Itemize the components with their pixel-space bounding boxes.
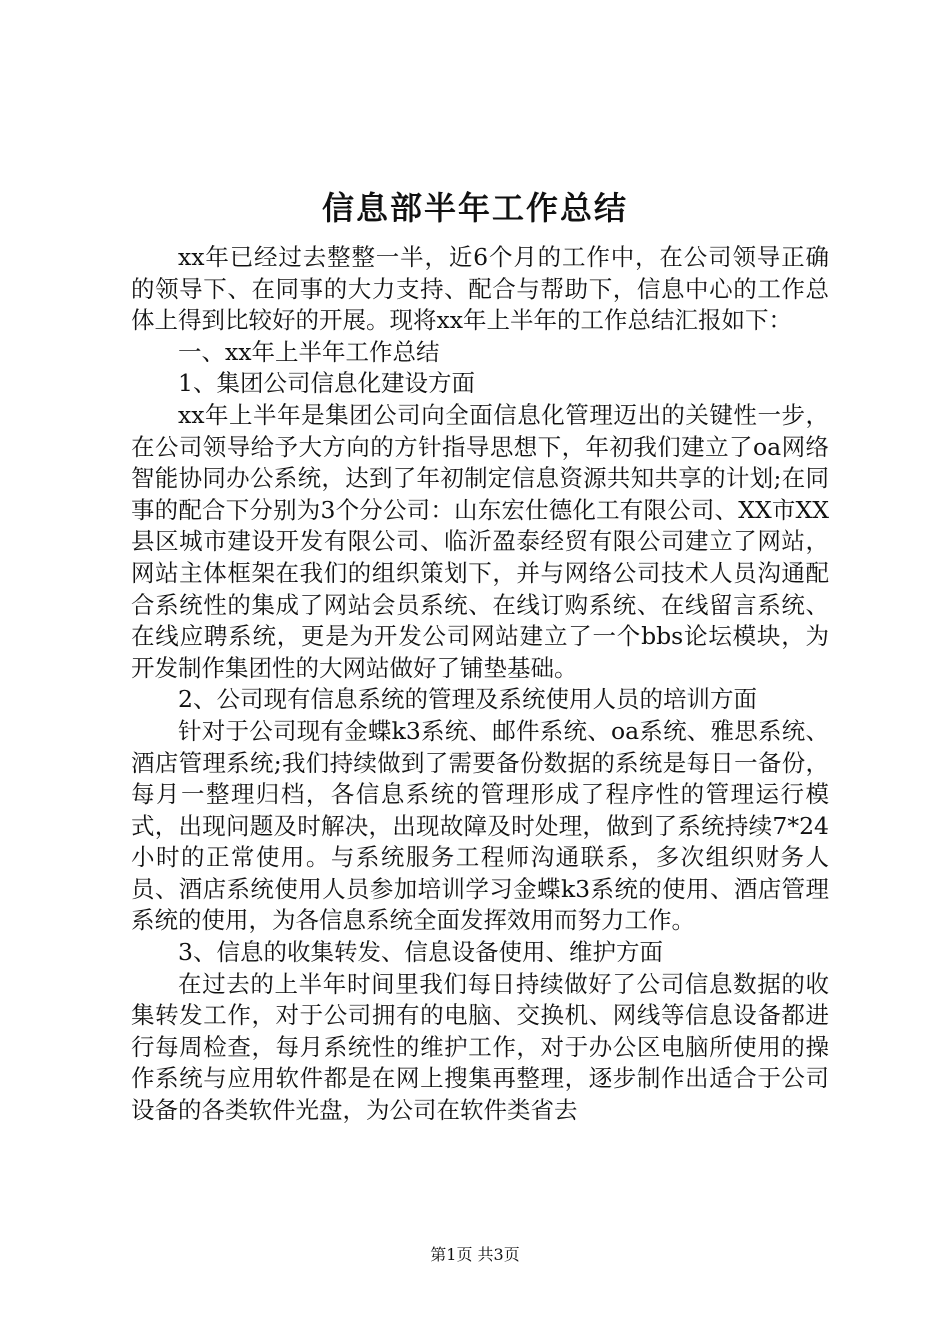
paragraph-systems-management: 针对于公司现有金蝶k3系统、邮件系统、oa系统、雅思系统、酒店管理系统;我们持续做到了需要备份数据的系统是每日一备份，每月一整理归档，各信息系统的管理形成了程序性的管理运行模式，出现问题及时解决，出现故障及时处理，做到了系统持续7*24小时的正常使用。与系统服务工程师沟通联系，多次组织财务人员、酒店系统使用人员参加培训学习金蝶k3系统的使用、酒店管理系统的使用，为各信息系统全面发挥效用而努力工作。	[131, 716, 829, 935]
page-footer: 第1页 共3页	[430, 1245, 520, 1264]
paragraph-equipment-maintenance: 在过去的上半年时间里我们每日持续做好了公司信息数据的收集转发工作，对于公司拥有的电脑、交换机、网线等信息设备都进行每周检查，每月系统性的维护工作，对于办公区电脑所使用的操作系统与应用软件都是在网上搜集再整理，逐步制作出适合于公司设备的各类软件光盘，为公司在软件类省去	[131, 969, 829, 1125]
subsection-heading-1: 1、集团公司信息化建设方面	[178, 369, 475, 398]
subsection-heading-2: 2、公司现有信息系统的管理及系统使用人员的培训方面	[178, 685, 757, 714]
subsection-heading-3: 3、信息的收集转发、信息设备使用、维护方面	[178, 938, 663, 967]
document-title: 信息部半年工作总结	[321, 189, 628, 227]
paragraph-informatization: xx年上半年是集团公司向全面信息化管理迈出的关键性一步，在公司领导给予大方向的方针指导思想下，年初我们建立了oa网络智能协同办公系统，达到了年初制定信息资源共知共享的计划;在同事的配合下分别为3个分公司：山东宏仕德化工有限公司、XX市XX县区城市建设开发有限公司、临沂盈泰经贸有限公司建立了网站，网站主体框架在我们的组织策划下，并与网络公司技术人员沟通配合系统性的集成了网站会员系统、在线订购系统、在线留言系统、在线应聘系统，更是为开发公司网站建立了一个bbs论坛模块，为开发制作集团性的大网站做好了铺垫基础。	[131, 400, 829, 682]
section-heading-1: 一、xx年上半年工作总结	[178, 337, 440, 366]
document-body	[131, 242, 829, 1127]
paragraph-intro: xx年已经过去整整一半，近6个月的工作中，在公司领导正确的领导下、在同事的大力支持、配合与帮助下，信息中心的工作总体上得到比较好的开展。现将xx年上半年的工作总结汇报如下：	[131, 243, 829, 335]
